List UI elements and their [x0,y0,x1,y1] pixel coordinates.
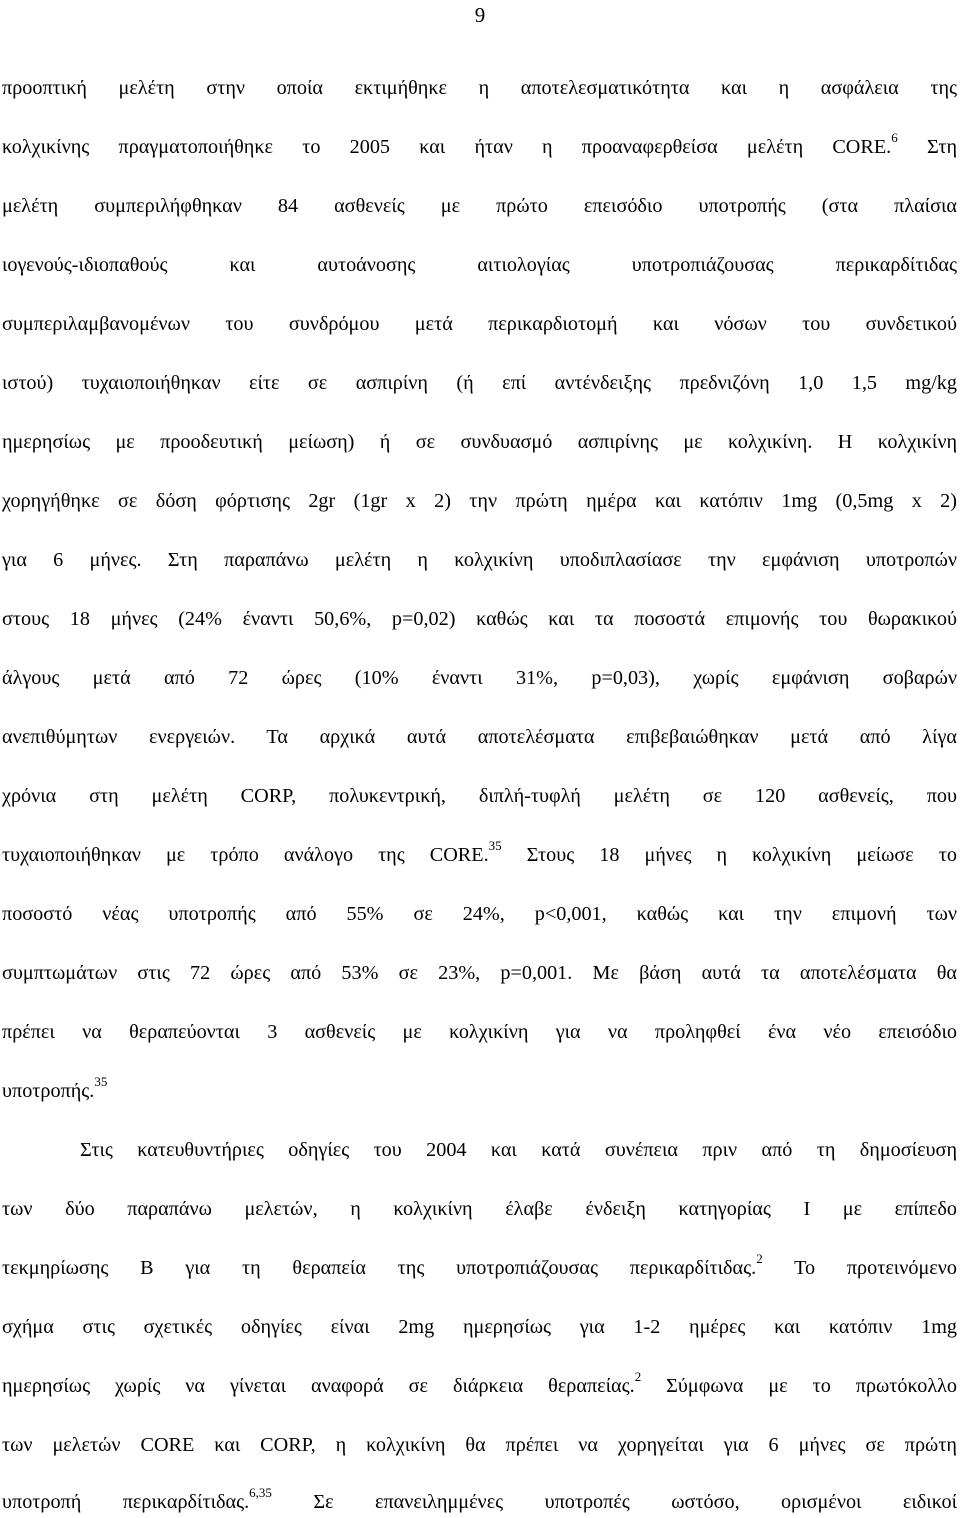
citation-ref: 6,35 [249,1485,272,1501]
text-line: για 6 μήνες. Στη παραπάνω μελέτη η κολχικίνη υποδιπλασίασε την εμφάνιση υποτροπών [2,549,957,571]
text-line: ανεπιθύμητων ενεργειών. Τα αρχικά αυτά αποτελέσματα επιβεβαιώθηκαν μετά από λίγα [2,726,957,748]
text-segment: τυχαιοποιήθηκαν με τρόπο ανάλογο της CORE. [2,844,489,866]
text-line: συμπτωμάτων στις 72 ώρες από 53% σε 23%, p=0,001. Με βάση αυτά τα αποτελέσματα θα [2,962,957,984]
citation-ref: 35 [488,838,502,854]
text-segment: Σε επανειλημμένες υποτροπές ωστόσο, ορισμένοι ειδικοί [313,1491,957,1513]
text-segment: υποτροπής. [2,1080,95,1102]
text-line: ιστού) τυχαιοποιήθηκαν είτε σε ασπιρίνη (ή επί αντένδειξης πρεδνιζόνη 1,0 1,5 mg/kg [2,372,957,394]
text-line: προοπτική μελέτη στην οποία εκτιμήθηκε η αποτελεσματικότητα και η ασφάλεια της [2,77,957,99]
text-segment: Σύμφωνα με το πρωτόκολλο [666,1375,957,1397]
text-line [2,1485,957,1516]
text-line: μελέτη συμπεριλήφθηκαν 84 ασθενείς με πρώτο επεισόδιο υποτροπής (στα πλαίσια [2,195,957,217]
text-segment: Στη [926,136,958,158]
text-line: πρέπει να θεραπεύονται 3 ασθενείς με κολχικίνη για να προληφθεί ένα νέο επεισόδιο [2,1021,957,1043]
citation-ref: 35 [94,1074,108,1090]
text-line [2,838,957,869]
text-segment: υποτροπή περικαρδίτιδας. [2,1491,250,1513]
text-line: συμπεριλαμβανομένων του συνδρόμου μετά περικαρδιοτομή και νόσων του συνδετικού [2,313,957,335]
text-line: σχήμα στις σχετικές οδηγίες είναι 2mg ημερησίως για 1-2 ημέρες και κατόπιν 1mg [2,1316,957,1338]
text-segment: ημερησίως χωρίς να γίνεται αναφορά σε διάρκεια θεραπείας. [2,1375,635,1397]
text-line: ποσοστό νέας υποτροπής από 55% σε 24%, p<0,001, καθώς και την επιμονή των [2,903,957,925]
citation-ref: 2 [756,1251,763,1267]
text-line: ιογενούς-ιδιοπαθούς και αυτοάνοσης αιτιολογίας υποτροπιάζουσας περικαρδίτιδας [2,254,957,276]
text-line: στους 18 μήνες (24% έναντι 50,6%, p=0,02) καθώς και τα ποσοστά επιμονής του θωρακικού [2,608,957,630]
citation-ref: 2 [634,1369,642,1385]
text-line: ημερησίως με προοδευτική μείωση) ή σε συνδυασμό ασπιρίνης με κολχικίνη. Η κολχικίνη [2,431,957,453]
text-line [2,1074,957,1105]
page-number: 9 [474,3,486,27]
text-line [2,130,958,161]
citation-ref: 6 [891,130,898,146]
text-line [2,1251,957,1282]
text-line: Στις κατευθυντήριες οδηγίες του 2004 και κατά συνέπεια πριν από τη δημοσίευση [80,1139,957,1161]
text-segment: Το προτεινόμενο [794,1257,957,1279]
text-line: των μελετών CORE και CORP, η κολχικίνη θα πρέπει να χορηγείται για 6 μήνες σε πρώτη [2,1434,957,1456]
text-segment: τεκμηρίωσης Β για τη θεραπεία της υποτροπιάζουσας περικαρδίτιδας. [2,1257,757,1279]
text-line [2,1369,957,1400]
text-segment: Στους 18 μήνες η κολχικίνη μείωσε το [526,844,957,866]
text-segment: κολχικίνης πραγματοποιήθηκε το 2005 και ήταν η προαναφερθείσα μελέτη CORE. [2,136,892,158]
text-line: χρόνια στη μελέτη CORP, πολυκεντρική, διπλή-τυφλή μελέτη σε 120 ασθενείς, που [2,785,957,807]
text-line: χορηγήθηκε σε δόση φόρτισης 2gr (1gr x 2) την πρώτη ημέρα και κατόπιν 1mg (0,5mg x 2) [2,490,957,512]
text-line: άλγους μετά από 72 ώρες (10% έναντι 31%, p=0,03), χωρίς εμφάνιση σοβαρών [2,667,957,689]
text-line: των δύο παραπάνω μελετών, η κολχικίνη έλαβε ένδειξη κατηγορίας Ι με επίπεδο [2,1198,957,1220]
